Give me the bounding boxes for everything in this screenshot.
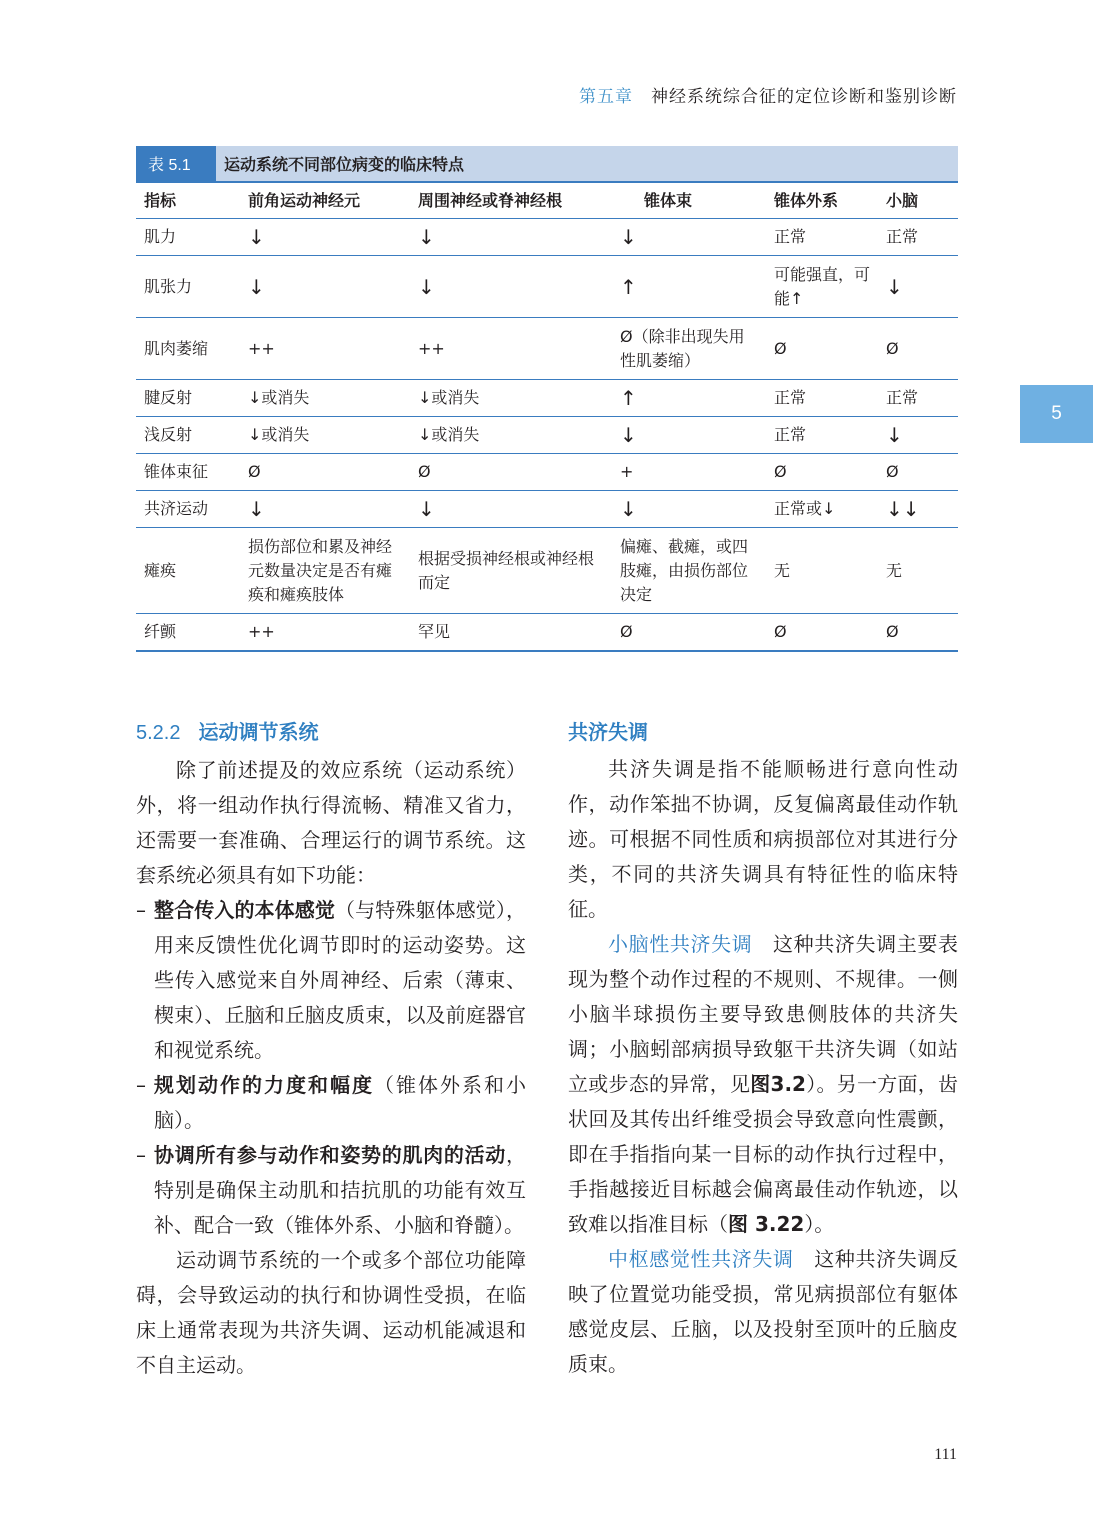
- table-cell: ↓: [612, 417, 766, 454]
- header-cell: 小脑: [878, 183, 958, 219]
- table-row: [136, 219, 958, 256]
- table-cell: 肌张力: [136, 256, 240, 318]
- list-item: [136, 893, 526, 1068]
- table-cell: 瘫痪: [136, 528, 240, 614]
- table-cell: ↓: [612, 491, 766, 528]
- table-cell: ++: [410, 318, 612, 380]
- term-sensory-ataxia: 中枢感觉性共济失调: [608, 1247, 794, 1271]
- paragraph-text: 这种共济失调反映了位置觉功能受损，常见病损部位有躯体感觉皮层、丘脑，以及投射至顶叶的丘脑皮质束。: [568, 1247, 958, 1376]
- table-cell: 腱反射: [136, 380, 240, 417]
- figure-ref: 图3.2: [750, 1072, 806, 1096]
- table-cell: 浅反射: [136, 417, 240, 454]
- table-row: [136, 256, 958, 318]
- term-cerebellar-ataxia: 小脑性共济失调: [608, 932, 753, 956]
- table-cell: Ø: [612, 614, 766, 651]
- table-cell: 正常: [766, 417, 878, 454]
- table-cell: 肌肉萎缩: [136, 318, 240, 380]
- table-cell: 损伤部位和累及神经元数量决定是否有瘫痪和瘫痪肢体: [240, 528, 410, 614]
- header-cell: 前角运动神经元: [240, 183, 410, 219]
- table-cell: ↑: [612, 256, 766, 318]
- table-cell: 无: [766, 528, 878, 614]
- table-cell: 肌力: [136, 219, 240, 256]
- table-cell: ↓: [878, 417, 958, 454]
- table-title: 运动系统不同部位病变的临床特点: [224, 155, 465, 174]
- table-cell: ↓或消失: [410, 380, 612, 417]
- paragraph-text: ）。另一方面，齿状回及其传出纤维受损会导致意向性震颤，即在手指指向某一目标的动作执行过程中，手指越接近目标越会偏离最佳动作轨迹，以致难以指准目标（: [568, 1072, 958, 1236]
- chapter-title: 神经系统综合征的定位诊断和鉴别诊断: [651, 87, 957, 107]
- table-cell: Ø（除非出现失用性肌萎缩）: [612, 318, 766, 380]
- figure-ref: 图 3.22: [728, 1212, 805, 1236]
- table-cell: Ø: [240, 454, 410, 491]
- table-cell: ↓: [410, 491, 612, 528]
- list-item-text: ，特别是确保主动肌和拮抗肌的功能有效互补、配合一致（锥体外系、小脑和脊髓）。: [154, 1143, 526, 1237]
- table-cell: Ø: [766, 318, 878, 380]
- table-cell: ↓或消失: [240, 417, 410, 454]
- header-cell: 锥体束: [612, 183, 766, 219]
- paragraph: 除了前述提及的效应系统（运动系统）外，将一组动作执行得流畅、精准又省力，还需要一套准确、合理运行的调节系统。这套系统必须具有如下功能：: [136, 758, 526, 887]
- table-cell: ↓: [612, 219, 766, 256]
- table-cell: Ø: [878, 614, 958, 651]
- table-cell: ++: [240, 614, 410, 651]
- list-item: [136, 1138, 526, 1243]
- table-cell: ↓: [240, 256, 410, 318]
- table-cell: ++: [240, 318, 410, 380]
- subsection-heading: 共济失调: [568, 720, 648, 744]
- table-cell: +: [612, 454, 766, 491]
- table-row: [136, 614, 958, 651]
- table-cell: ↓: [878, 256, 958, 318]
- list-item-term: 协调所有参与动作和姿势的肌肉的活动: [154, 1143, 506, 1167]
- table-row: [136, 380, 958, 417]
- table-row: [136, 491, 958, 528]
- table-cell: 共济运动: [136, 491, 240, 528]
- paragraph: [568, 1242, 958, 1382]
- table-cell: 根据受损神经根或神经根而定: [410, 528, 612, 614]
- table-cell: ↓或消失: [240, 380, 410, 417]
- list-item-text: （锥体外系和小脑）。: [154, 1073, 526, 1132]
- header-cell: 锥体外系: [766, 183, 878, 219]
- table-row: [136, 528, 958, 614]
- table-cell: ↓: [240, 219, 410, 256]
- list-item-text: （与特殊躯体感觉），用来反馈性优化调节即时的运动姿势。这些传入感觉来自外周神经、后索（薄束、楔束）、丘脑和丘脑皮质束，以及前庭器官和视觉系统。: [154, 898, 526, 1062]
- table-cell: 罕见: [410, 614, 612, 651]
- table-cell: 正常: [878, 219, 958, 256]
- table-cell: 偏瘫、截瘫，或四肢瘫，由损伤部位决定: [612, 528, 766, 614]
- header-cell: 指标: [136, 183, 240, 219]
- table-cell: ↓或消失: [410, 417, 612, 454]
- table-cell: 正常: [878, 380, 958, 417]
- table-cell: Ø: [766, 614, 878, 651]
- table-cell: 纤颤: [136, 614, 240, 651]
- list-item-term: 规划动作的力度和幅度: [154, 1073, 374, 1097]
- chapter-label: 第五章: [579, 87, 633, 107]
- table-cell: 正常: [766, 380, 878, 417]
- page-number: 111: [934, 1446, 957, 1463]
- table-cell: 无: [878, 528, 958, 614]
- table-cell: Ø: [878, 454, 958, 491]
- table-row: [136, 318, 958, 380]
- table-cell: ↑: [612, 380, 766, 417]
- table-cell: Ø: [410, 454, 612, 491]
- table-cell: 正常或↓: [766, 491, 878, 528]
- paragraph-text: ）。: [804, 1212, 835, 1236]
- table-number: 表 5.1: [136, 146, 216, 181]
- section-number: 5.2.2: [136, 722, 181, 744]
- table-5-1: [136, 146, 958, 652]
- table-cell: 锥体束征: [136, 454, 240, 491]
- table-body: [136, 183, 958, 652]
- section-title: 运动调节系统: [198, 720, 319, 744]
- table-cell: ↓: [410, 219, 612, 256]
- paragraph-text: 这种共济失调主要表现为整个动作过程的不规则、不规律。一侧小脑半球损伤主要导致患侧肢体的共济失调；小脑蚓部病损导致躯干共济失调（如站立或步态的异常，见: [568, 932, 958, 1096]
- left-column: [136, 716, 526, 1383]
- table-cell: ↓↓: [878, 491, 958, 528]
- paragraph: 运动调节系统的一个或多个部位功能障碍，会导致运动的执行和协调性受损，在临床上通常表现为共济失调、运动机能减退和不自主运动。: [136, 1248, 526, 1377]
- running-head: [579, 82, 957, 107]
- table-row: [136, 417, 958, 454]
- table-cell: ↓: [240, 491, 410, 528]
- section-heading: [136, 716, 526, 749]
- paragraph: 共济失调是指不能顺畅进行意向性动作，动作笨拙不协调，反复偏离最佳动作轨迹。可根据不同性质和病损部位对其进行分类，不同的共济失调具有特征性的临床特征。: [568, 757, 958, 921]
- header-cell: 周围神经或脊神经根: [410, 183, 612, 219]
- table-cell: 可能强直，可能↑: [766, 256, 878, 318]
- right-column: [568, 716, 958, 1382]
- chapter-side-tab: 5: [1020, 385, 1093, 443]
- function-list: [136, 893, 526, 1243]
- table-cell: ↓: [410, 256, 612, 318]
- paragraph: [568, 927, 958, 1242]
- table-cell: 正常: [766, 219, 878, 256]
- table-header-row: [136, 183, 958, 219]
- table-cell: Ø: [878, 318, 958, 380]
- table-caption: [136, 146, 958, 183]
- list-item: [136, 1068, 526, 1138]
- list-item-term: 整合传入的本体感觉: [154, 898, 335, 922]
- table-row: [136, 454, 958, 491]
- table-cell: Ø: [766, 454, 878, 491]
